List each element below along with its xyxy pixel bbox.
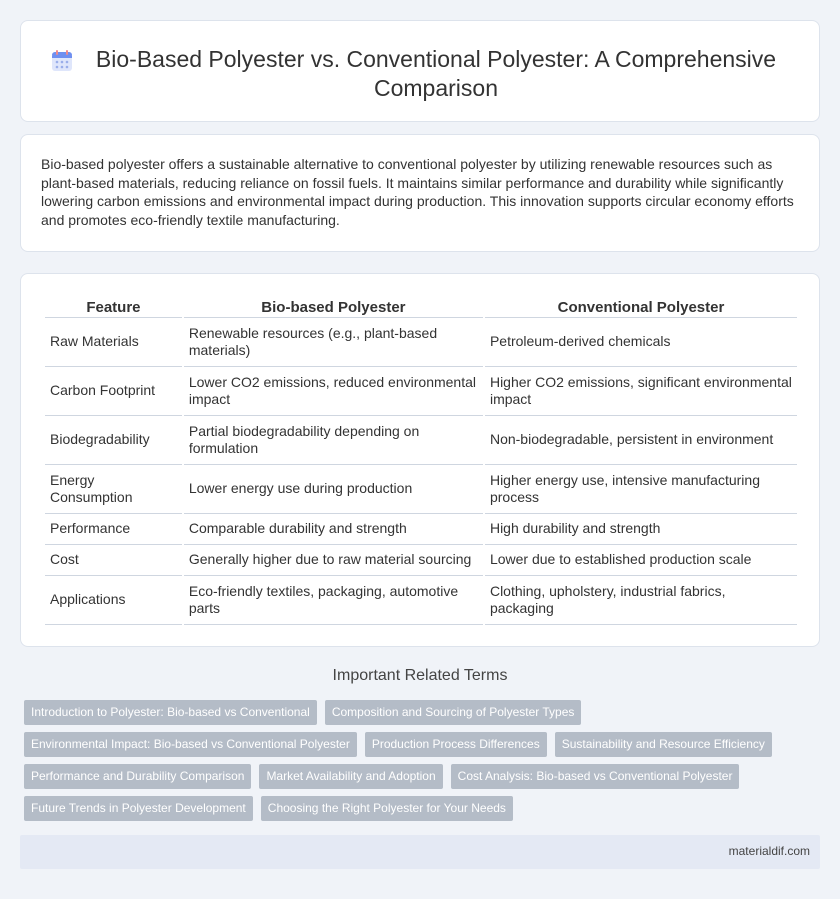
table-row xyxy=(45,318,797,367)
intro-paragraph: Bio-based polyester offers a sustainable alternative to conventional polyester by utilizing renewable resources such as plant-based materials, reducing reliance on fossil fuels. It maintains similar performance and durability while significantly lowering carbon emissions and environmental impact during production. This innovation supports circular economy efforts and promotes eco-friendly textile manufacturing. xyxy=(41,156,794,228)
table-cell-bio: Renewable resources (e.g., plant-based materials) xyxy=(184,318,483,367)
table-cell-bio: Comparable durability and strength xyxy=(184,514,483,545)
table-cell-feature: Performance xyxy=(45,514,182,545)
table-cell-bio: Lower energy use during production xyxy=(184,465,483,514)
related-term-tag[interactable]: Introduction to Polyester: Bio-based vs Conventional xyxy=(24,700,317,725)
related-term-tag[interactable]: Environmental Impact: Bio-based vs Conventional Polyester xyxy=(24,732,357,757)
table-cell-conventional: Petroleum-derived chemicals xyxy=(485,318,797,367)
table-cell-conventional: Higher energy use, intensive manufacturing process xyxy=(485,465,797,514)
footer xyxy=(20,835,820,869)
table-cell-bio: Generally higher due to raw material sourcing xyxy=(184,545,483,576)
table-cell-feature: Biodegradability xyxy=(45,416,182,465)
table-row xyxy=(45,367,797,416)
related-term-tag[interactable]: Cost Analysis: Bio-based vs Conventional Polyester xyxy=(451,764,740,789)
table-cell-feature: Applications xyxy=(45,576,182,625)
table-cell-bio: Partial biodegradability depending on formulation xyxy=(184,416,483,465)
table-row xyxy=(45,576,797,625)
related-terms-heading: Important Related Terms xyxy=(332,667,508,684)
related-term-tag[interactable]: Production Process Differences xyxy=(365,732,547,757)
table-cell-feature: Raw Materials xyxy=(45,318,182,367)
table-row xyxy=(45,545,797,576)
table-cell-conventional: Non-biodegradable, persistent in environment xyxy=(485,416,797,465)
table-cell-bio: Lower CO2 emissions, reduced environmental impact xyxy=(184,367,483,416)
related-term-tag[interactable]: Composition and Sourcing of Polyester Types xyxy=(325,700,582,725)
table-cell-feature: Cost xyxy=(45,545,182,576)
related-term-tag[interactable]: Choosing the Right Polyester for Your Needs xyxy=(261,796,513,821)
table-cell-conventional: Higher CO2 emissions, significant environmental impact xyxy=(485,367,797,416)
footer-site-link[interactable]: materialdif.com xyxy=(728,844,810,858)
related-term-tag[interactable]: Sustainability and Resource Efficiency xyxy=(555,732,772,757)
header-conventional: Conventional Polyester xyxy=(485,296,797,318)
page-title: Bio-Based Polyester vs. Conventional Polyester: A Comprehensive Comparison xyxy=(95,46,777,101)
related-terms-list xyxy=(24,700,814,828)
table-cell-feature: Energy Consumption xyxy=(45,465,182,514)
table-cell-conventional: Lower due to established production scale xyxy=(485,545,797,576)
table-row xyxy=(45,465,797,514)
table-cell-bio: Eco-friendly textiles, packaging, automotive parts xyxy=(184,576,483,625)
title-card xyxy=(20,20,820,122)
related-term-tag[interactable]: Performance and Durability Comparison xyxy=(24,764,251,789)
related-term-tag[interactable]: Future Trends in Polyester Development xyxy=(24,796,253,821)
table-row xyxy=(45,514,797,545)
table-row xyxy=(45,416,797,465)
table-cell-conventional: High durability and strength xyxy=(485,514,797,545)
comparison-table xyxy=(43,296,799,625)
comparison-table-card xyxy=(20,273,820,647)
header-feature: Feature xyxy=(45,296,182,318)
intro-card xyxy=(20,134,820,252)
table-cell-feature: Carbon Footprint xyxy=(45,367,182,416)
table-cell-conventional: Clothing, upholstery, industrial fabrics, packaging xyxy=(485,576,797,625)
related-term-tag[interactable]: Market Availability and Adoption xyxy=(259,764,442,789)
header-bio-based: Bio-based Polyester xyxy=(184,296,483,318)
table-header-row xyxy=(45,296,797,318)
